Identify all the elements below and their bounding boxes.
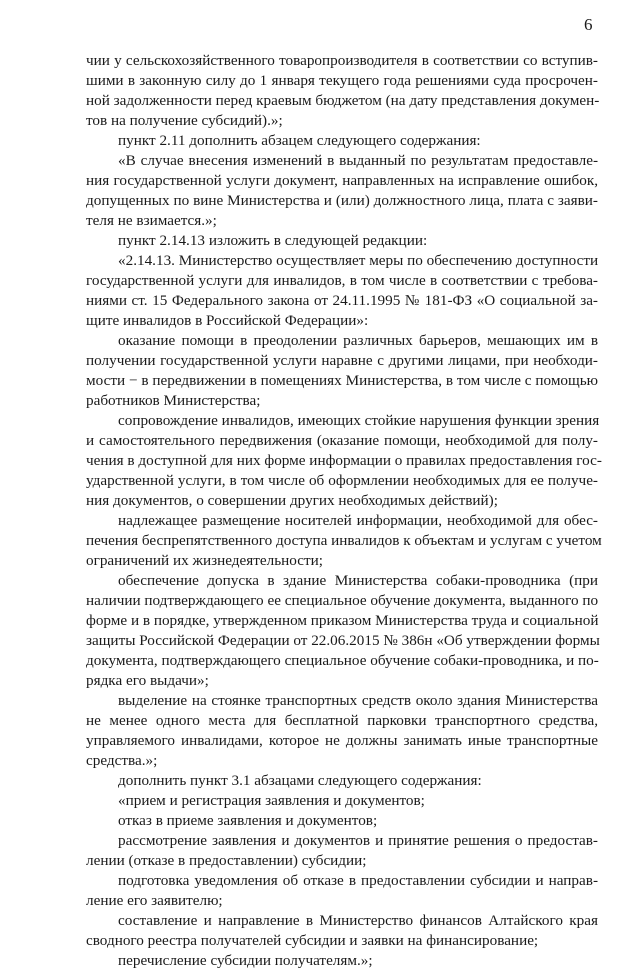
text-line: и самостоятельного передвижения (оказание помощи, необходимой для полу- (86, 432, 598, 449)
text-line: чения в доступной для них форме информации о правилах предоставления гос- (86, 452, 602, 469)
text-line: допущенных по вине Министерства и (или) должностного лица, плата с заяви- (86, 192, 598, 209)
text-line: печения беспрепятственного доступа инвалидов к объектам и услугам с учетом (86, 532, 602, 549)
text-line: ной задолженности перед краевым бюджетом (на дату представления докумен- (86, 92, 600, 109)
text-line: сводного реестра получателей субсидии и заявки на финансирование; (86, 932, 539, 949)
text-line: сопровождение инвалидов, имеющих стойкие нарушения функции зрения (118, 412, 600, 429)
text-line: ограничений их жизнедеятельности; (86, 552, 323, 569)
text-line: щите инвалидов в Российской Федерации»: (86, 312, 369, 329)
text-line: составление и направление в Министерство финансов Алтайского края (118, 912, 598, 929)
text-line: тов на получение субсидий).»; (86, 112, 283, 129)
text-line: шими в законную силу до 1 января текущего года решениями суда просрочен- (86, 72, 598, 89)
text-line: получении государственной услуги наравне с другими лицами, при необходи- (86, 352, 598, 369)
text-line: обеспечение допуска в здание Министерства собаки-проводника (при (118, 572, 598, 589)
text-line: не менее одного места для бесплатной парковки транспортного средства, (86, 712, 598, 729)
text-line: ниями ст. 15 Федерального закона от 24.11.1995 № 181-ФЗ «О социальной за- (86, 292, 598, 309)
text-line: лении (отказе в предоставлении) субсидии; (86, 852, 367, 869)
text-line: ния государственной услуги документ, направленных на исправление ошибок, (86, 172, 598, 189)
text-line: «2.14.13. Министерство осуществляет меры по обеспечению доступности (118, 252, 599, 269)
text-line: ния документов, о совершении других необходимых действий); (86, 492, 498, 509)
text-line: отказ в приеме заявления и документов; (118, 812, 378, 829)
text-line: управляемого инвалидами, которое не должны занимать иные транспортные (86, 732, 598, 749)
text-line: «В случае внесения изменений в выданный по результатам предоставле- (118, 152, 598, 169)
page-number: 6 (584, 15, 593, 34)
text-line: перечисление субсидии получателям.»; (118, 952, 373, 969)
text-line: теля не взимается.»; (86, 212, 217, 229)
text-line: пункт 2.14.13 изложить в следующей редакции: (118, 232, 428, 249)
text-line: защиты Российской Федерации от 22.06.2015 № 386н «Об утверждении формы (86, 632, 600, 649)
text-line: государственной услуги для инвалидов, в том числе в соответствии с требова- (86, 272, 598, 289)
text-line: «прием и регистрация заявления и документов; (118, 792, 425, 809)
text-line: ударственной услуги, в том числе об оформлении необходимых для ее получе- (86, 472, 598, 489)
text-line: пункт 2.11 дополнить абзацем следующего содержания: (118, 132, 481, 149)
text-line: оказание помощи в преодолении различных барьеров, мешающих им в (118, 332, 598, 349)
text-line: подготовка уведомления об отказе в предоставлении субсидии и направ- (118, 872, 598, 889)
document-body (86, 51, 602, 971)
text-line: работников Министерства; (86, 392, 261, 409)
text-line: чии у сельскохозяйственного товаропроизводителя в соответствии со вступив- (86, 52, 598, 69)
text-line: рассмотрение заявления и документов и принятие решения о предостав- (118, 832, 598, 849)
text-line: надлежащее размещение носителей информации, необходимой для обес- (118, 512, 598, 529)
text-line: наличии подтверждающего ее специальное обучение документа, выданного по (86, 592, 599, 609)
text-line: ление его заявителю; (86, 892, 223, 909)
text-line: выделение на стоянке транспортных средств около здания Министерства (118, 692, 598, 709)
text-line: средства.»; (86, 752, 158, 769)
text-line: мости − в передвижении в помещениях Министерства, в том числе с помощью (86, 372, 598, 389)
text-line: документа, подтверждающего специальное обучение собаки-проводника, и по- (86, 652, 599, 669)
text-line: рядка его выдачи»; (86, 672, 209, 689)
text-line: дополнить пункт 3.1 абзацами следующего содержания: (118, 772, 482, 789)
text-line: форме и в порядке, утвержденном приказом Министерства труда и социальной (86, 612, 599, 629)
